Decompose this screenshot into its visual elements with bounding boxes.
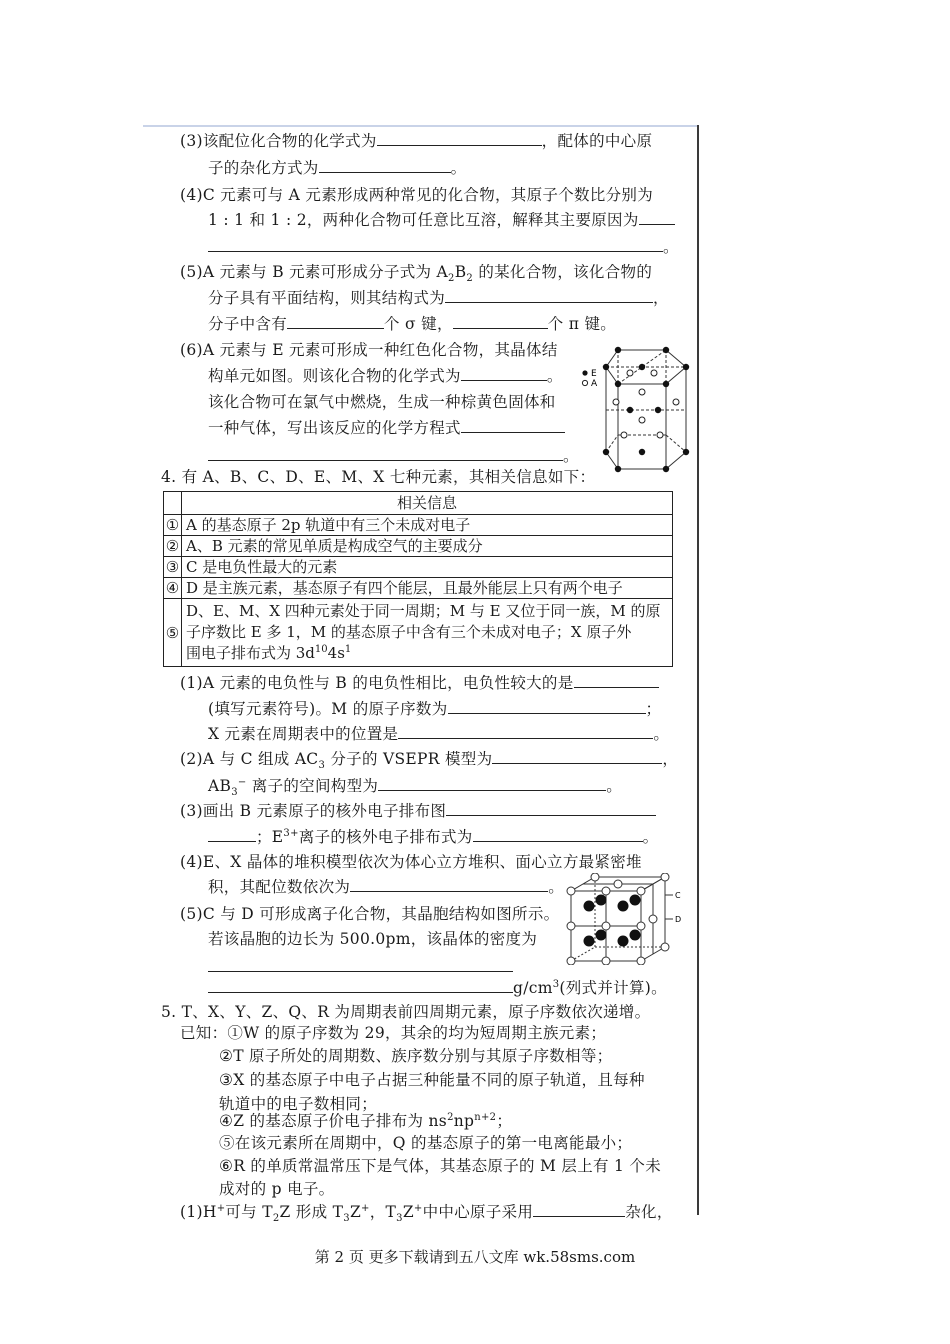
q3-part6-line5: 。	[208, 446, 579, 466]
q5-given-5: ⑤在该元素所在周期中，Q 的基态原子的第一电离能最小；	[219, 1134, 633, 1152]
q5-given-6b: 成对的 p 电子。	[219, 1180, 335, 1198]
legend-label-a: A	[591, 379, 598, 389]
q3-part5-line1: (5)A 元素与 B 元素可形成分子式为 $A_2B_2$ 的某化合物，该化合物的	[180, 263, 653, 285]
answer-blank[interactable]	[398, 724, 653, 739]
q4-part3-line1: (3)画出 B 元素原子的核外电子排布图	[180, 801, 656, 821]
q3-part6-line4: 一种气体，写出该反应的化学方程式	[208, 418, 565, 438]
answer-blank[interactable]	[208, 237, 663, 252]
q5-given-6: ⑥R 的单质常温常压下是气体，其基态原子的 M 层上有 1 个未	[219, 1157, 662, 1175]
q4-part5-line3	[208, 957, 513, 977]
answer-blank[interactable]	[446, 801, 656, 816]
answer-blank[interactable]	[492, 749, 662, 764]
answer-blank[interactable]	[378, 776, 606, 791]
figure-label-c: C	[675, 891, 681, 900]
figure-label-d: D	[675, 915, 682, 924]
q3-part6-line1: (6)A 元素与 E 元素可形成一种红色化合物，其晶体结	[180, 341, 558, 359]
q5-given-4: ④Z 的基态原子价电子排布为 $ns^2np^{n+2}$；	[219, 1111, 513, 1130]
answer-blank[interactable]	[533, 1202, 625, 1217]
answer-blank[interactable]	[461, 366, 547, 381]
q5-given-3: ③X 的基态原子中电子占据三种能量不同的原子轨道，且每种	[219, 1071, 645, 1089]
q3-part4-line3: 。	[208, 237, 679, 257]
answer-blank[interactable]	[574, 673, 659, 688]
table-row: ① A 的基态原子 2p 轨道中有三个未成对电子	[164, 515, 673, 536]
answer-blank[interactable]	[208, 978, 513, 993]
cubic-crystal-figure	[565, 873, 683, 965]
q5-stem: 5. T、X、Y、Z、Q、R 为周期表前四周期元素，原子序数依次递增。	[161, 1003, 651, 1021]
q3-part6-line3: 该化合物可在氯气中燃烧，生成一种棕黄色固体和	[208, 393, 556, 411]
answer-blank[interactable]	[208, 827, 256, 842]
answer-blank[interactable]	[473, 827, 643, 842]
q3-part5-line2: 分子具有平面结构，则其结构式为 ，	[208, 289, 669, 307]
answer-blank[interactable]	[639, 210, 675, 225]
q3-part4-line2: 1 : 1 和 1 : 2，两种化合物可任意比互溶，解释其主要原因为	[208, 210, 675, 230]
q4-part4-line1: (4)E、X 晶体的堆积模型依次为体心立方堆积、面心立方最紧密堆	[180, 853, 642, 871]
q4-part5-line1: (5)C 与 D 可形成离子化合物，其晶胞结构如图所示。	[180, 905, 560, 923]
q4-part1-line1: (1)A 元素的电负性与 B 的电负性相比，电负性较大的是	[180, 673, 659, 693]
q4-part5-line4: $g/cm^3$(列式并计算)。	[208, 978, 667, 998]
answer-blank[interactable]	[208, 446, 563, 461]
q4-part1-line3: X 元素在周期表中的位置是 。	[208, 725, 670, 743]
page-footer: 第 2 页 更多下载请到五八文库 wk.58sms.com	[314, 1248, 636, 1266]
table-row: ⑤ D、E、M、X 四种元素处于同一周期；M 与 E 又位于同一族，M 的原 子序数比 E 多 1，M 的基态原子中含有三个未成对电子；X 原子外 围电子排布式为 $3d^{10}4s^1$	[164, 599, 673, 667]
legend-label-e: E	[591, 369, 597, 379]
q3-part5-line3: 分子中含有 个 σ 键， 个 π 键。	[208, 315, 617, 333]
q4-part2-line1: (2)A 与 C 组成 $AC_3$ 分子的 VSEPR 模型为 ，	[180, 750, 679, 772]
right-rule	[697, 125, 699, 1215]
q5-given-2: ②T 原子所处的周期数、族序数分别与其原子序数相等；	[219, 1047, 613, 1065]
answer-blank[interactable]	[208, 957, 513, 972]
answer-blank[interactable]	[461, 418, 565, 433]
answer-blank[interactable]	[377, 131, 542, 146]
q4-part2-line2: $AB_3^-$ 离子的空间构型为 。	[208, 776, 622, 799]
table-row: ② A、B 元素的常见单质是构成空气的主要成分	[164, 536, 673, 557]
table-row: ④ D 是主族元素，基态原子有四个能层，且最外能层上只有两个电子	[164, 578, 673, 599]
q4-part5-line2: 若该晶胞的边长为 500.0pm，该晶体的密度为	[208, 930, 538, 948]
answer-blank[interactable]	[350, 877, 548, 892]
q4-part3-line2: ；$E^{3+}$离子的核外电子排布式为 。	[208, 827, 658, 847]
q3-part3-line2: 子的杂化方式为 。	[208, 159, 467, 177]
info-table	[163, 491, 673, 667]
table-row: ③ C 是电负性最大的元素	[164, 557, 673, 578]
q5-given-1: 已知：①W 的原子序数为 29，其余的均为短周期主族元素；	[180, 1024, 607, 1042]
q4-part1-line2: (填写元素符号)。M 的原子序数为 ；	[208, 700, 662, 718]
answer-blank[interactable]	[319, 158, 451, 173]
answer-blank[interactable]	[287, 314, 384, 329]
table-header-row	[164, 492, 673, 515]
hexagonal-crystal-figure	[578, 340, 693, 475]
answer-blank[interactable]	[448, 699, 646, 714]
q3-part3-line1: (3)该配位化合物的化学式为 ，配体的中心原	[180, 132, 653, 150]
q4-part4-line2: 积，其配位数依次为 。	[208, 878, 565, 896]
table-header: 相关信息	[182, 492, 673, 515]
q5-part1: (1)H+可与 $T_2Z$ 形成 $T_3Z^+$，$T_3Z^+$中中心原子采用 杂化，	[180, 1202, 673, 1225]
answer-blank[interactable]	[445, 288, 653, 303]
top-rule	[143, 125, 699, 127]
q4-stem: 4. 有 A、B、C、D、E、M、X 七种元素，其相关信息如下：	[161, 468, 596, 486]
q5-given-3b: 轨道中的电子数相同；	[219, 1095, 378, 1113]
q3-part6-line2: 构单元如图。则该化合物的化学式为 。	[208, 367, 563, 385]
q3-part4-line1: (4)C 元素可与 A 元素形成两种常见的化合物，其原子个数比分别为	[180, 186, 653, 204]
answer-blank[interactable]	[453, 314, 548, 329]
